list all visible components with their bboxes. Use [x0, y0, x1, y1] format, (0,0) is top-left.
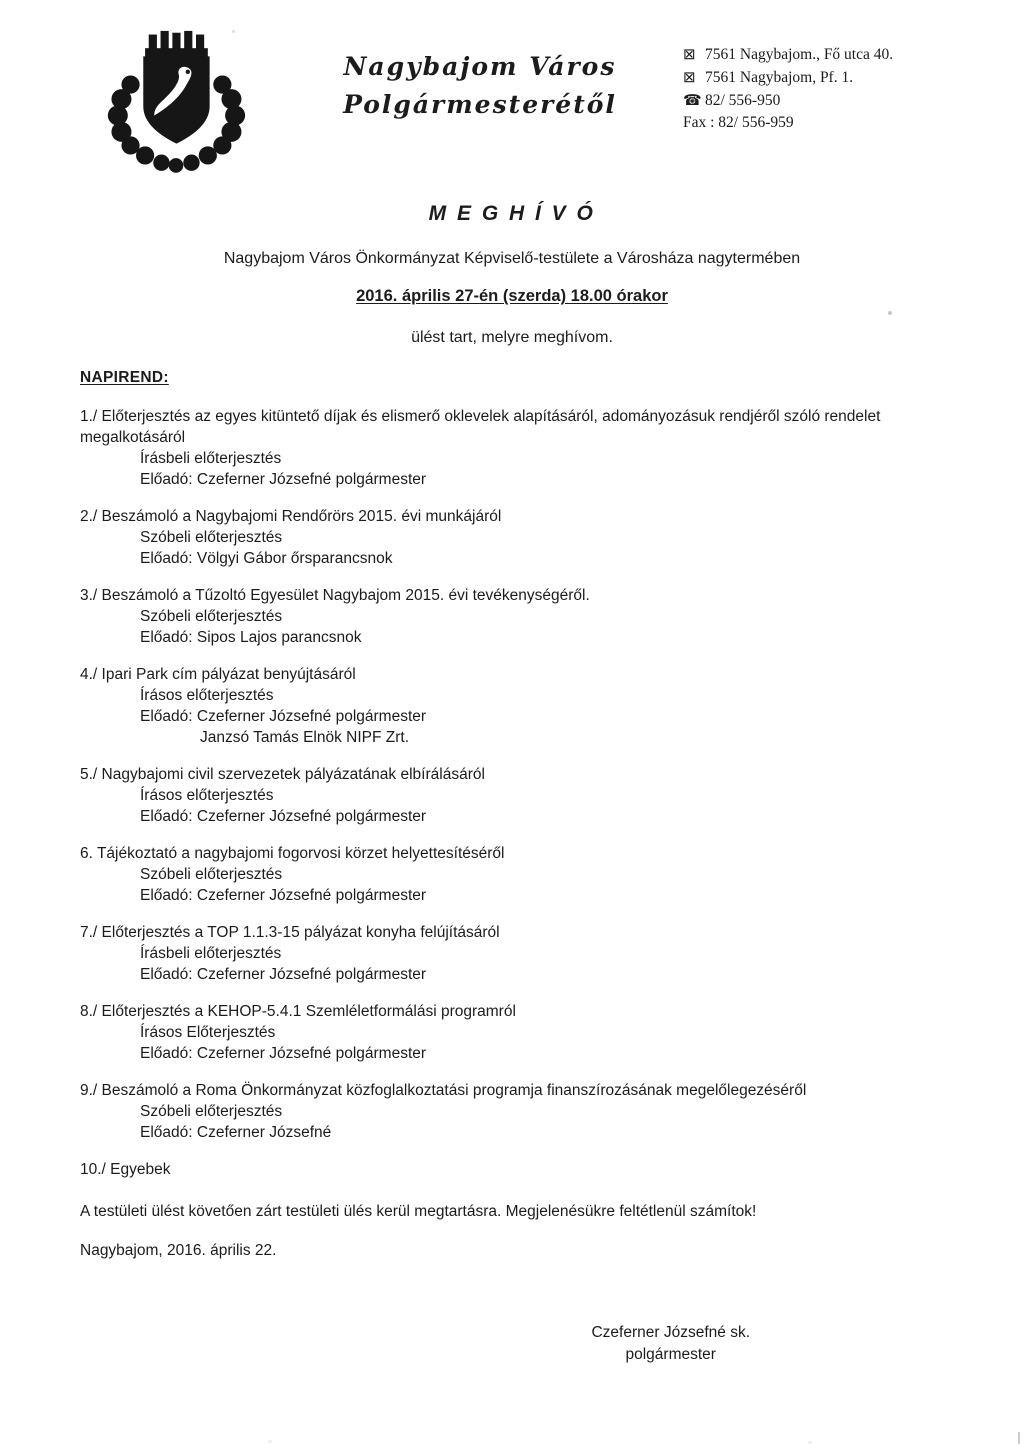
- agenda-item-2: [80, 506, 984, 569]
- scan-artifact: [808, 1441, 812, 1444]
- agenda-item-9: [80, 1080, 984, 1143]
- contact-text: 7561 Nagybajom., Fő utca 40.: [705, 46, 894, 63]
- agenda-item-4: [80, 664, 984, 748]
- agenda-item-sub: Előadó: Czeferner Józsefné polgármester: [140, 471, 427, 488]
- agenda-item-sub: Írásos előterjesztés: [140, 687, 274, 704]
- signature-title: polgármester: [625, 1346, 716, 1363]
- agenda-item-sub: Előadó: Czeferner Józsefné polgármester: [140, 966, 427, 983]
- agenda-item-sub: Szóbeli előterjesztés: [140, 1103, 283, 1120]
- agenda-item-1: [80, 406, 984, 490]
- contact-row: [683, 67, 893, 90]
- venue-line: Nagybajom Város Önkormányzat Képviselő-testülete a Városháza nagytermében: [223, 250, 801, 267]
- agenda-item-sub-secondary: Janzsó Tamás Elnök NIPF Zrt.: [200, 729, 410, 746]
- contact-text: 82/ 556-950: [705, 91, 781, 109]
- contact-row: [683, 90, 893, 113]
- contact-text: Fax : 82/ 556-959: [683, 114, 794, 132]
- scan-artifact: [268, 1440, 272, 1443]
- agenda-item-title: 10./ Egyebek: [80, 1161, 171, 1178]
- agenda-item-title: 2./ Beszámoló a Nagybajomi Rendőrörs 2015. évi munkájáról: [80, 508, 502, 525]
- contact-text: 7561 Nagybajom, Pf. 1.: [705, 68, 854, 86]
- agenda-item-sub: Írásos előterjesztés: [140, 787, 274, 804]
- agenda-item-title: 1./ Előterjesztés az egyes kitüntető díjak és elismerő oklevelek alapításáról, adományozásuk rendjéről szóló rendelet megalkotásáról: [80, 408, 881, 446]
- sender-line1: Nagybajom Város: [343, 52, 617, 81]
- agenda-item-sub: Előadó: Czeferner Józsefné: [140, 1124, 332, 1141]
- signature-block: [591, 1322, 750, 1366]
- document-title: M E G H Í V Ó: [428, 202, 596, 225]
- agenda-item-8: [80, 1001, 984, 1064]
- agenda-item-7: [80, 922, 984, 985]
- scan-artifact: [232, 30, 235, 33]
- agenda-item-sub: Írásbeli előterjesztés: [140, 450, 282, 467]
- letterhead: [0, 0, 1024, 180]
- scan-artifact: [888, 311, 892, 315]
- agenda-item-10: [80, 1159, 984, 1180]
- scan-artifact: [1018, 1432, 1020, 1444]
- agenda-item-sub: Szóbeli előterjesztés: [140, 529, 283, 546]
- sender-line2: Polgármesterétől: [343, 89, 617, 119]
- agenda-item-sub: Előadó: Czeferner Józsefné polgármester: [140, 808, 427, 825]
- agenda-item-title: 8./ Előterjesztés a KEHOP-5.4.1 Szemléletformálási programról: [80, 1003, 516, 1020]
- agenda-item-title: 7./ Előterjesztés a TOP 1.1.3-15 pályázat konyha felújításáról: [80, 924, 500, 941]
- phone-icon: ☎: [683, 92, 702, 109]
- agenda-item-sub: Előadó: Völgyi Gábor őrsparancsnok: [140, 550, 393, 567]
- agenda-item-sub: Írásos Előterjesztés: [140, 1024, 276, 1041]
- agenda-item-sub: Előadó: Czeferner Józsefné polgármester: [140, 1045, 427, 1062]
- agenda-item-3: [80, 585, 984, 648]
- contact-row: [683, 112, 893, 134]
- agenda-item-sub: Szóbeli előterjesztés: [140, 866, 283, 883]
- datetime-line: 2016. április 27-én (szerda) 18.00 órakor: [356, 287, 668, 305]
- closing-note: A testületi ülést követően zárt testületi ülés kerül megtartásra. Megjelenésükre feltétlenül számítok!: [80, 1203, 757, 1220]
- contact-row: [683, 44, 893, 67]
- action-line: ülést tart, melyre meghívom.: [411, 329, 613, 346]
- agenda-item-title: 4./ Ipari Park cím pályázat benyújtásáról: [80, 666, 356, 683]
- contact-block: [683, 44, 893, 135]
- agenda-item-title: 9./ Beszámoló a Roma Önkormányzat közfoglalkoztatási programja finanszírozásának megelőlegezéséről: [80, 1082, 807, 1099]
- coat-of-arms-icon: [96, 26, 256, 174]
- agenda-item-sub: Szóbeli előterjesztés: [140, 608, 283, 625]
- agenda-heading: NAPIREND:: [80, 369, 169, 386]
- agenda-item-5: [80, 764, 984, 827]
- agenda-list: [0, 406, 1024, 1180]
- agenda-item-sub: Előadó: Sipos Lajos parancsnok: [140, 629, 362, 646]
- signature-name: Czeferner Józsefné sk.: [591, 1324, 750, 1341]
- closing-dateline: Nagybajom, 2016. április 22.: [80, 1242, 277, 1259]
- agenda-item-title: 5./ Nagybajomi civil szervezetek pályázatának elbírálásáról: [80, 766, 485, 783]
- agenda-item-6: [80, 843, 984, 906]
- envelope-icon: ⊠: [683, 47, 696, 63]
- agenda-item-title: 6. Tájékoztató a nagybajomi fogorvosi körzet helyettesítéséről: [80, 845, 505, 862]
- agenda-item-sub: Előadó: Czeferner Józsefné polgármester: [140, 708, 427, 725]
- agenda-item-sub: Előadó: Czeferner Józsefné polgármester: [140, 887, 427, 904]
- agenda-item-title: 3./ Beszámoló a Tűzoltó Egyesület Nagybajom 2015. évi tevékenységéről.: [80, 587, 590, 604]
- envelope-icon: ⊠: [683, 69, 696, 86]
- agenda-item-sub: Írásbeli előterjesztés: [140, 945, 282, 962]
- sender-block: [340, 48, 620, 123]
